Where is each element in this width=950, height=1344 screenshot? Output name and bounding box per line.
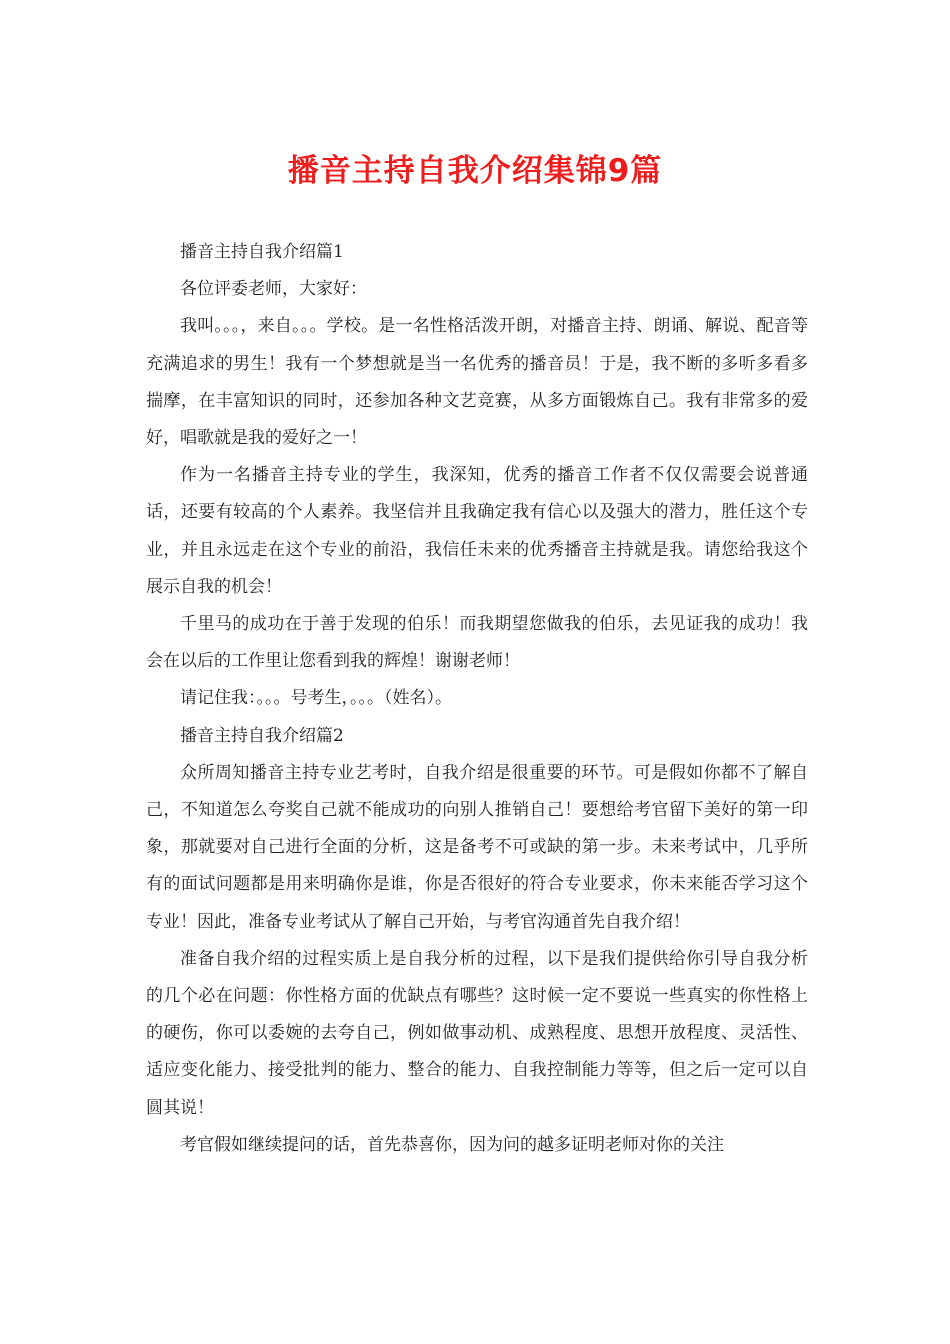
paragraph: 众所周知播音主持专业艺考时，自我介绍是很重要的环节。可是假如你都不了解自己，不知道怎么夸奖自己就不能成功的向别人推销自己！要想给考官留下美好的第一印象，那就要对自己进行全面的分析，这是备考不可或缺的第一步。未来考试中，几乎所有的面试问题都是用来明确你是谁，你是否很好的符合专业要求，你未来能否学习这个专业！因此，准备专业考试从了解自己开始，与考官沟通首先自我介绍！ (146, 762, 808, 932)
paragraph: 考官假如继续提问的话，首先恭喜你，因为问的越多证明老师对你的关注 (180, 1134, 724, 1155)
paragraph: 请记住我：。。。号考生，。。。（姓名）。 (180, 688, 452, 709)
paragraph: 千里马的成功在于善于发现的伯乐！而我期望您做我的伯乐，去见证我的成功！我会在以后的工作里让您看到我的辉煌！谢谢老师！ (146, 614, 808, 672)
document-body (146, 234, 808, 1164)
paragraph: 准备自我介绍的过程实质上是自我分析的过程，以下是我们提供给你引导自我分析的几个必在问题：你性格方面的优缺点有哪些？这时候一定不要说一些真实的你性格上的硬伤，你可以委婉的去夸自己，例如做事动机、成熟程度、思想开放程度、灵活性、适应变化能力、接受批判的能力、整合的能力、自我控制能力等等，但之后一定可以自圆其说！ (146, 948, 808, 1118)
paragraph: 各位评委老师，大家好： (180, 279, 367, 300)
paragraph: 我叫。。。，来自。。。学校。是一名性格活泼开朗，对播音主持、朗诵、解说、配音等充满追求的男生！我有一个梦想就是当一名优秀的播音员！于是，我不断的多听多看多揣摩，在丰富知识的同时，还参加各种文艺竞赛，从多方面锻炼自己。我有非常多的爱好，唱歌就是我的爱好之一！ (146, 316, 808, 449)
paragraph: 作为一名播音主持专业的学生，我深知，优秀的播音工作者不仅仅需要会说普通话，还要有较高的个人素养。我坚信并且我确定我有信心以及强大的潜力，胜任这个专业，并且永远走在这个专业的前沿，我信任未来的优秀播音主持就是我。请您给我这个展示自我的机会！ (146, 465, 808, 597)
section-heading: 播音主持自我介绍篇1 (180, 242, 344, 262)
section-heading: 播音主持自我介绍篇2 (180, 725, 344, 746)
document-title: 播音主持自我介绍集锦9篇 (287, 153, 663, 189)
